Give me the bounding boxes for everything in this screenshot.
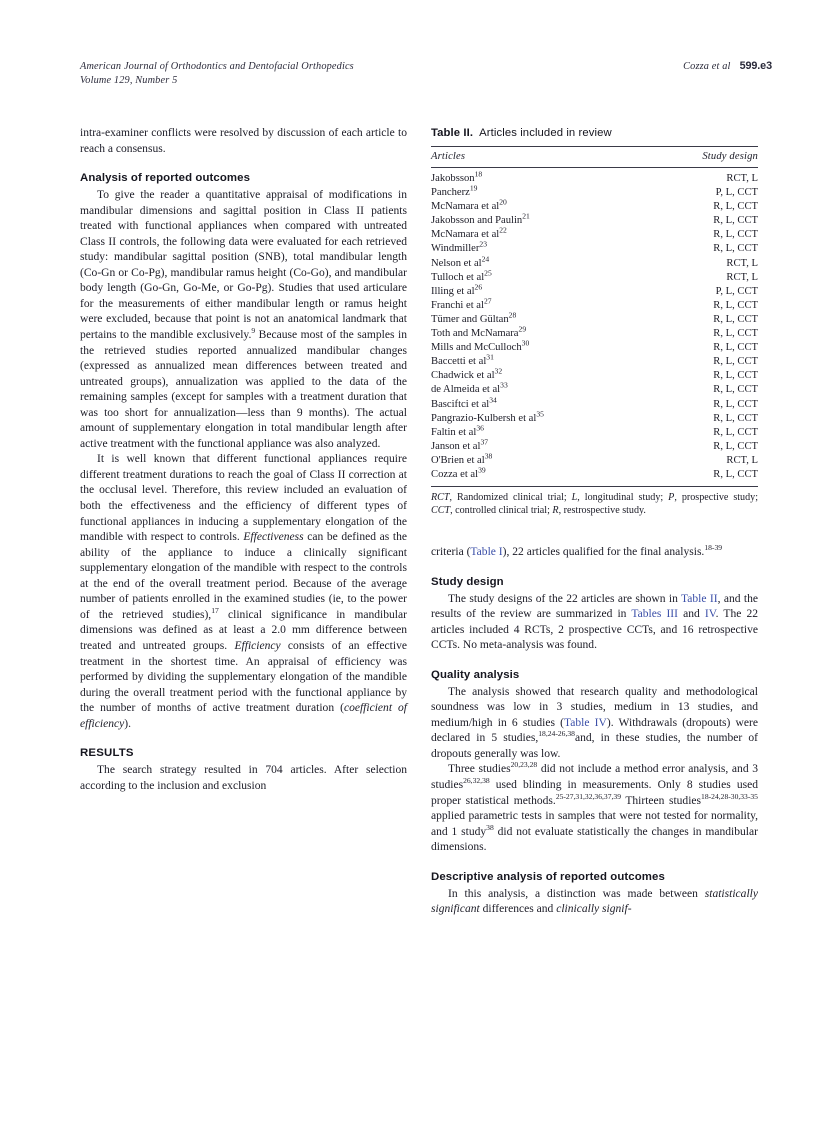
cell-study-design: R, L, CCT [713,356,758,368]
citation-ref-26-32-38: 26,32,38 [463,776,490,786]
xref-table-2[interactable]: Table II [681,592,718,605]
term-effectiveness: Effectiveness [243,531,304,544]
paragraph-criteria-part1: criteria ( [431,546,471,558]
cell-article [431,239,650,256]
article-citation-ref: 34 [489,394,497,404]
article-citation-ref: 21 [522,211,530,221]
column-header-study-design: Study design [650,147,758,168]
cell-study-design: RCT, L [726,257,758,269]
table-row [431,398,758,412]
article-name: Tümer and Gültan [431,313,509,325]
article-name: Tulloch et al [431,271,485,283]
article-citation-ref: 18 [474,169,483,179]
article-citation-ref: 38 [484,451,493,461]
table-2-block [431,126,758,517]
paragraph-three-part5: applied parametric tests in samples that were not tested for normality, and 1 study [431,810,758,838]
paragraph-study-part4: . The 22 articles included 4 RCTs, 2 prospective CCTs, and 16 retrospective CCTs. No meta-analysis was found. [431,608,759,652]
article-name: Nelson et al [431,257,482,269]
article-name: Pangrazio-Kulbersh et al [431,412,537,424]
article-name: Jakobsson [431,173,475,184]
table-row [431,242,758,256]
footnote-text: , Randomized clinical trial; [449,492,572,504]
paragraph-analysis [80,188,407,452]
article-citation-ref: 24 [481,254,490,264]
citation-ref-18-24-28-30-33-35: 18-24,28-30,33-35 [701,791,758,801]
paragraph-results-text: The search strategy resulted in 704 articles. After selection according to the inclusion and exclusion [80,764,407,792]
term-clinically-significant: clinically signif- [556,903,632,916]
cell-article [431,437,650,454]
table-2-body [431,168,758,487]
table-row [431,355,758,369]
cell-article [431,324,650,341]
cell-article [431,423,650,440]
paragraph-three-part3: used blinding in measurements. Only 8 studies used proper statistical methods. [431,779,758,807]
footnote-text: , prospective study; [674,492,758,504]
article-name: Faltin et al [431,426,477,438]
cell-article [431,268,650,285]
table-2-caption [431,126,758,141]
left-column [80,126,407,794]
cell-study-design: RCT, L [726,173,758,184]
xref-table-4[interactable]: IV [704,608,716,621]
cell-study-design: R, L, CCT [713,468,758,480]
cell-study-design: R, L, CCT [713,426,758,438]
article-citation-ref: 29 [518,324,527,334]
column-header-articles: Articles [431,147,650,168]
paragraph-effectiveness-part1: It is well known that different functional appliances require different treatment durations to reach the goal of Class II correction at the occlusal level. Therefore, this review included an evaluation of both the effectiveness and the efficiency of different types of functional appliances in inducing a supplementary elongation of the mandible with respect to controls. [80,453,407,544]
article-citation-ref: 39 [478,465,486,475]
right-column [431,545,758,918]
paragraph-study-part2: , and the results of the review are summarized in [431,592,758,621]
paragraph-effectiveness-part2: can be defined as the ability of the appliance to induce a clinically significant supplementary elongation of the mandible with respect to the controls at the end of the overall treatment period. Because of the average number of patients enrolled in the examined studies (ie, to the power of the retrieved studies), [80,531,407,621]
article-name: O'Brien et al [431,454,485,466]
table-row [431,468,758,486]
table-2-label: Table II. [431,127,474,139]
citation-ref-18-39: 18-39 [704,543,723,553]
cell-study-design: R, L, CCT [713,440,758,452]
paragraph-effectiveness-part4: consists of an effective treatment in the shortest time. An appraisal of efficiency was performed by dividing the supplementary elongation of the mandible during the overall treatment period with the functional appliance by the number of months of active treatment duration ( [80,639,407,715]
footnote-abbrev: CCT [431,505,451,517]
paragraph-analysis-part1: To give the reader a quantitative appraisal of modifications in mandibular dimensions and sagittal position in Class II patients treated with functional appliances when compared with untreated Class II controls, the following data were evaluated for each retrieved study: mandibular sagittal position (SNB), total mandibular length (Co-Gn or Co-Pg), mandibular ramus height (Co-Go), and mandibular body length (Go-Gn, Go-Me, or Go-Pg). Studies that used articulare for the measurements of either mandibular length or ramus height were excluded, because that point is not an anatomical landmark that pertains to the mandible exclusively. [80,189,407,342]
article-name: Baccetti et al [431,356,487,368]
cell-article [431,254,650,271]
cell-study-design: R, L, CCT [713,313,758,325]
article-citation-ref: 23 [479,239,488,249]
cell-study-design: R, L, CCT [713,412,758,424]
footnote-text: , controlled clinical trial; [450,505,553,517]
cell-study-design: R, L, CCT [713,215,758,227]
cell-study-design: R, L, CCT [713,299,758,311]
table-row [431,186,758,200]
paragraph-quality-part3: and, in these studies, the number of dropouts generally was low. [431,732,758,760]
article-citation-ref: 19 [469,183,478,193]
cell-article [431,338,650,355]
article-name: Chadwick et al [431,370,495,382]
article-citation-ref: 37 [480,437,489,447]
footnote-abbrev: R [552,505,559,517]
cell-article [431,183,650,200]
article-name: Toth and McNamara [431,328,519,340]
article-citation-ref: 35 [536,409,544,419]
article-name: Cozza et al [431,468,479,480]
paragraph-criteria-part2: ), 22 articles qualified for the final analysis. [502,546,705,558]
article-citation-ref: 32 [494,366,503,376]
table-row [431,200,758,214]
paragraph-descriptive-part2: differences and [479,903,557,916]
footnote-text: , longitudinal study; [577,492,669,504]
heading-results: RESULTS [80,747,134,760]
journal-name: American Journal of Orthodontics and Dentofacial Orthopedics [80,61,354,72]
table-2-head [431,147,758,168]
article-name: Jakobsson and Paulin [431,215,523,227]
footnote-text: , restrospective study. [558,505,646,517]
citation-ref-17: 17 [211,606,219,616]
table-row [431,285,758,299]
paragraph-quality-part1: The analysis showed that research quality and methodological soundness was low in 3 studies, medium in 13 studies, and medium/high in 6 studies ( [431,685,758,729]
cell-article [431,352,650,369]
page-number: 599.e3 [739,60,772,72]
paragraph-study-design [431,592,758,654]
article-name: Basciftci et al [431,398,490,410]
article-name: Illing et al [431,285,475,297]
cell-study-design: R, L, CCT [713,370,758,382]
xref-table-1[interactable]: Table I [470,546,503,558]
footnote-abbrev: RCT [431,492,450,504]
article-citation-ref: 28 [508,310,517,320]
article-citation-ref: 31 [486,352,494,362]
cell-study-design: R, L, CCT [713,328,758,340]
article-name: McNamara et al [431,229,500,241]
paragraph-effectiveness [80,452,407,732]
cell-article [431,451,650,468]
article-citation-ref: 26 [474,282,483,292]
xref-table-3[interactable]: Tables III [631,608,678,621]
table-row [431,369,758,383]
cell-article [431,409,650,426]
cell-study-design: R, L, CCT [713,342,758,354]
paragraph-three-part4: Thirteen studies [621,794,702,807]
paragraph-continued-text: intra-examiner conflicts were resolved by discussion of each article to reach a consensus. [80,127,407,155]
table-2 [431,146,758,486]
paragraph-study-part3: and [678,608,705,621]
cell-study-design: R, L, CCT [713,398,758,410]
citation-ref-9: 9 [251,326,256,336]
paragraph-three-studies [431,762,758,855]
cell-article [431,282,650,299]
citation-ref-18-24-26-38: 18,24-26,38 [538,729,575,739]
citation-ref-38: 38 [486,822,494,832]
cell-study-design: R, L, CCT [713,229,758,241]
article-name: Mills and McCulloch [431,342,522,354]
table-2-caption-text: Articles included in review [479,127,612,139]
cell-article [431,225,650,242]
cell-study-design: P, L, CCT [715,285,758,297]
article-citation-ref: 25 [484,268,492,278]
term-efficiency: Efficiency [234,639,281,652]
table-row [431,440,758,454]
article-name: Pancherz [431,187,470,199]
article-citation-ref: 33 [500,380,508,390]
footnote-abbrev: L [571,492,578,504]
heading-analysis-of-reported-outcomes: Analysis of reported outcomes [80,172,250,185]
cell-article [431,168,650,187]
cell-article [431,211,650,228]
table-row [431,313,758,327]
article-citation-ref: 22 [499,225,507,235]
paragraph-continued [80,126,407,157]
paragraph-analysis-part2: Because most of the samples in the retrieved studies reported annualized mandibular changes (expressed as annualized mean differences between treated and untreated groups), annualization was applied to the data of the remaining samples (except for samples with a treatment duration that was too short for annualization—less than 9 months). The actual amount of supplementary elongation in total mandibular length after active treatment with the functional appliance was also analyzed. [80,329,407,450]
heading-descriptive-analysis: Descriptive analysis of reported outcomes [431,870,665,883]
term-coefficient-of-efficiency: coefficient of efficiency [80,702,407,730]
table-row [431,383,758,397]
paragraph-results [80,763,407,794]
paragraph-three-part2: did not include a method error analysis, and 3 studies [431,763,758,792]
citation-ref-20-23-28: 20,23,28 [510,760,538,770]
article-name: Franchi et al [431,299,484,311]
cell-article [431,465,650,486]
paragraph-three-part6: did not evaluate statistically the changes in mandibular dimensions. [431,825,758,854]
paragraph-quality [431,685,758,763]
citation-ref-25-27-31-32-36-37-39: 25-27,31,32,36,37,39 [555,791,621,801]
cell-article [431,366,650,383]
table-header-row [431,147,758,168]
running-head [80,60,772,90]
table-row [431,299,758,313]
cell-article [431,380,650,397]
cell-study-design: R, L, CCT [713,243,758,255]
cell-study-design: P, L, CCT [715,187,758,199]
heading-study-design: Study design [431,575,504,588]
paragraph-descriptive-part1: In this analysis, a distinction was made between [448,887,705,900]
cell-article [431,296,650,313]
cell-study-design: RCT, L [726,271,758,283]
paragraph-effectiveness-part3: clinical significance in mandibular dimensions was defined as at least a 2.0 mm difference between treated and untreated groups. [80,608,407,652]
cell-study-design: R, L, CCT [713,201,758,213]
author-short: Cozza et al [683,61,731,72]
table-row [431,214,758,228]
article-citation-ref: 20 [499,197,507,207]
article-citation-ref: 30 [521,338,530,348]
article-name: de Almeida et al [431,384,501,396]
table-row [431,257,758,271]
paragraph-study-part1: The study designs of the 22 articles are shown in [448,592,682,605]
paragraph-quality-part2: ). Withdrawals (dropouts) were declared in 5 studies, [431,716,758,745]
heading-quality-analysis: Quality analysis [431,668,520,681]
article-name: McNamara et al [431,201,500,213]
journal-volume-issue: Volume 129, Number 5 [80,74,178,86]
cell-study-design: RCT, L [726,454,758,466]
running-head-right [683,60,772,74]
table-row [431,168,758,187]
article-citation-ref: 36 [476,423,484,433]
table-row [431,327,758,341]
article-name: Janson et al [431,440,481,452]
cell-study-design: R, L, CCT [713,384,758,396]
cell-article [431,310,650,327]
table-row [431,341,758,355]
journal-title [80,60,354,87]
cell-article [431,197,650,214]
footnote-abbrev: P [668,492,675,504]
article-citation-ref: 27 [483,296,492,306]
paragraph-effectiveness-part5: ). [124,717,131,730]
paragraph-descriptive [431,887,758,918]
xref-table-4b[interactable]: Table IV [563,716,607,729]
term-statistically-significant: statistically significant [431,887,758,916]
article-name: Windmiller [431,243,480,255]
paragraph-criteria [431,545,758,561]
paragraph-three-part1: Three studies [448,763,511,776]
table-2-footnote [431,487,758,517]
